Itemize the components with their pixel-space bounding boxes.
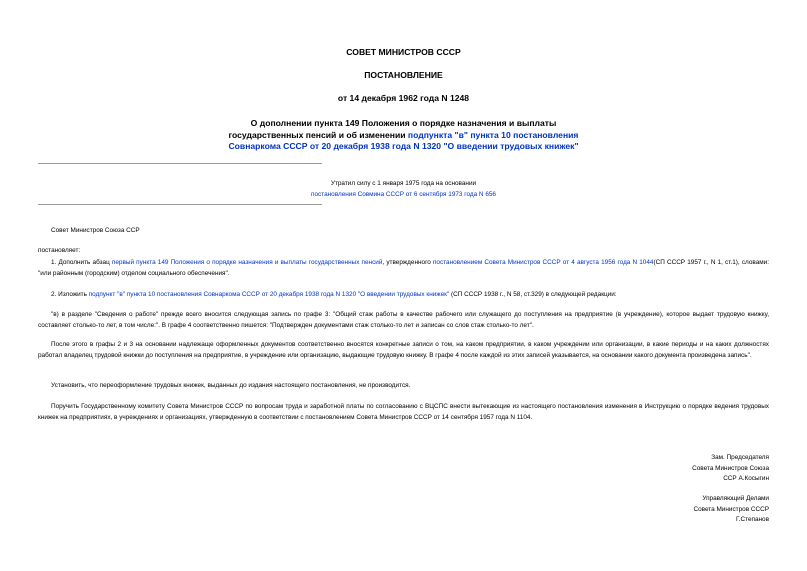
sig2-line-1: Управляющий Делами: [702, 495, 769, 502]
p2-text-a: 2. Изложить: [51, 291, 89, 298]
signature-block-1: [692, 453, 769, 485]
status-note: [0, 178, 807, 200]
divider-top: [38, 163, 322, 164]
paragraph-2: [38, 290, 769, 301]
p2-link-subclause[interactable]: подпункт "в" пункта 10 постановления Совнаркома СССР от 20 декабря 1938 года N 1320 "О введении трудовых книжек": [88, 291, 450, 298]
document-title: [0, 118, 807, 153]
signature-block-2: [693, 494, 769, 526]
title-line-2: [0, 130, 807, 142]
status-note-text: Утратил силу с 1 января 1975 года на основании: [330, 180, 477, 187]
p2-text-b: (СП СССР 1938 г., N 58, ст.329) в следующей редакции:: [449, 291, 617, 298]
paragraph-5: Установить, что переоформление трудовых книжек, выданных до издания настоящего постановления, не производится.: [51, 382, 411, 389]
sig1-line-2: Совета Министров Союза: [692, 464, 769, 472]
title-link-subclause[interactable]: подпункта "в" пункта 10 постановления: [407, 129, 579, 140]
sig2-line-2: Совета Министров СССР: [693, 505, 769, 513]
sig2-line-3: Г.Степанов: [736, 516, 769, 523]
p1-text-b: , утвержденного: [382, 259, 433, 266]
decree-word: постановляет:: [38, 247, 81, 254]
sig1-line-1: Зам. Председателя: [711, 454, 769, 461]
date-number: от 14 декабря 1962 года N 1248: [337, 93, 470, 103]
document-type: ПОСТАНОВЛЕНИЕ: [364, 70, 443, 80]
issuing-authority: СОВЕТ МИНИСТРОВ СССР: [346, 47, 461, 57]
paragraph-4: После этого в графы 2 и 3 на основании надлежаще оформленных документов соответственно вносятся конкретные записи о том, на каком предприятии, в каком учреждении или организации, в какие периоды и на каких должностях работал владелец трудовой книжки до поступления на предприятие, в учреждение или организацию, выдающие трудовую книжку. В графе 4 после каждой из этих записей указывается, на основании какого документа произведена запись".: [38, 341, 769, 359]
divider-bottom: [38, 204, 322, 205]
p1-text-c: (СП СССР 1957 г., N 1, ст.1), словами: "или районным (городским) отделом социального обеспечения".: [38, 259, 770, 277]
title-line-1: О дополнении пункта 149 Положения о порядке назначения и выплаты: [250, 118, 557, 128]
title-link-resolution[interactable]: Совнаркома СССР от 20 декабря 1938 года N 1320 "О введении трудовых книжек": [228, 141, 579, 151]
p1-link-article-149[interactable]: первый пункта 149 Положения о порядке назначения и выплаты государственных пенсий: [111, 259, 383, 266]
p1-link-resolution-1044[interactable]: постановлением Совета Министров СССР от 4 августа 1956 года N 1044: [432, 259, 654, 266]
paragraph-6: Поручить Государственному комитету Совета Министров СССР по вопросам труда и заработной платы по согласованию с ВЦСПС внести вытекающие из настоящего постановления изменения в Инструкцию о порядке ведения трудовых книжек на предприятиях, в учреждениях и организациях, утвержденную в соответствии с постановлением Совета Министров СССР от 14 сентября 1957 года N 1104.: [38, 403, 769, 421]
paragraph-1: [38, 258, 769, 279]
p1-text-a: 1. Дополнить абзац: [51, 259, 112, 266]
sig1-line-3: ССР А.Косыгин: [723, 475, 769, 482]
status-note-link[interactable]: постановления Совмина СССР от 6 сентября 1973 года N 656: [311, 191, 496, 198]
paragraph-3: "в) в разделе "Сведения о работе" прежде всего вносится следующая запись по графе 3: "Общий стаж работы в качестве рабочего или служащего до поступления на предприятие (в учреждение), которое выдает трудовую книжку, составляет столько-то лет, в том числе:". В графе 4 соответственно пишется: "Подтвержден документами стаж столько-то лет и записан со слов стаж столько-то лет".: [38, 311, 769, 329]
intro-text: Совет Министров Союза ССР: [51, 227, 140, 234]
title-line-2-text: государственных пенсий и об изменении: [228, 129, 408, 140]
